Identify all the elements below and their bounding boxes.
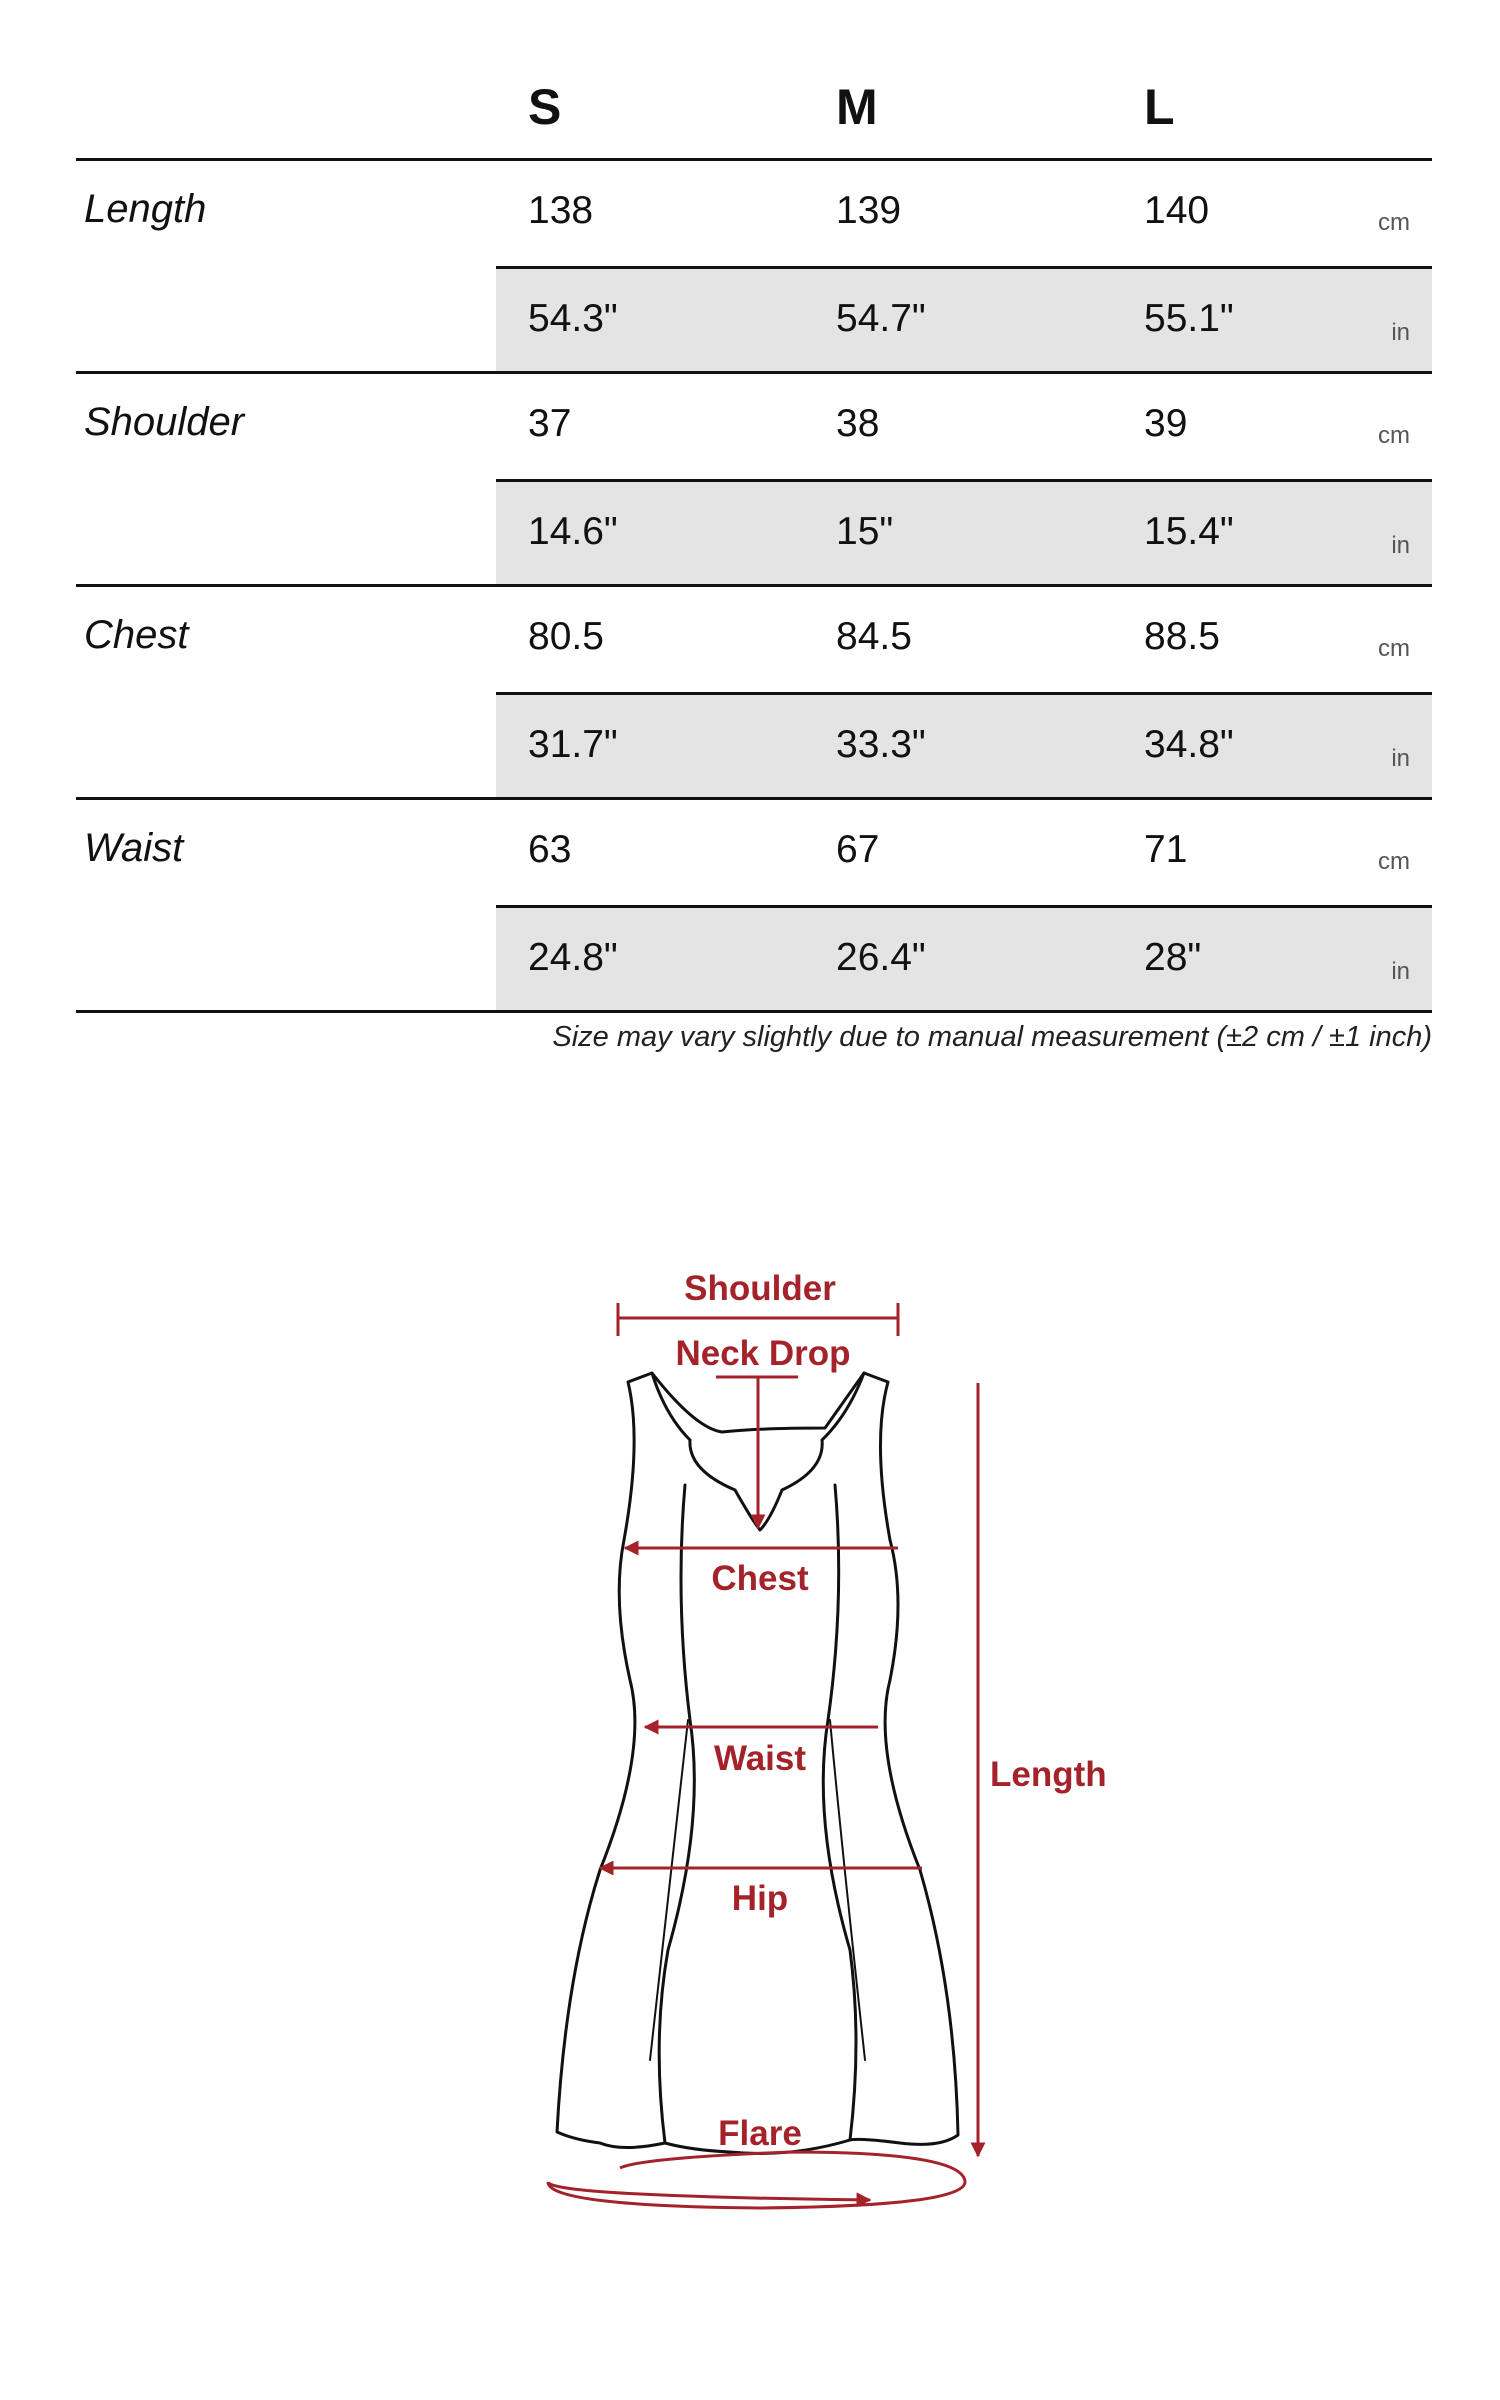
unit-in: in <box>1391 532 1410 559</box>
value-s: 138 <box>528 189 594 232</box>
label-length: Length <box>990 1755 1107 1794</box>
value-s: 37 <box>528 402 572 445</box>
label-waist: Waist <box>713 1739 807 1778</box>
value-l: 88.5 <box>1144 615 1220 658</box>
flare-ellipse <box>548 2152 965 2208</box>
value-l: 39 <box>1144 402 1188 445</box>
value-l: 34.8" <box>1144 723 1234 766</box>
unit-in: in <box>1391 958 1410 985</box>
value-m: 54.7" <box>836 297 926 340</box>
measure-label: Chest <box>84 613 189 657</box>
label-flare: Flare <box>718 2114 802 2153</box>
unit-in: in <box>1391 745 1410 772</box>
value-s: 14.6" <box>528 510 618 553</box>
value-m: 33.3" <box>836 723 926 766</box>
unit-cm: cm <box>1378 848 1410 875</box>
value-s: 24.8" <box>528 936 618 979</box>
value-s: 63 <box>528 828 572 871</box>
value-l: 71 <box>1144 828 1188 871</box>
measure-label: Length <box>84 187 207 231</box>
value-s: 31.7" <box>528 723 618 766</box>
value-m: 38 <box>836 402 880 445</box>
value-m: 67 <box>836 828 880 871</box>
measurement-note: Size may vary slightly due to manual measurement (±2 cm / ±1 inch) <box>552 1021 1432 1053</box>
label-hip: Hip <box>731 1879 789 1918</box>
neckline-outer <box>652 1373 690 1440</box>
value-s: 80.5 <box>528 615 604 658</box>
size-header-m: M <box>836 79 878 135</box>
measure-label: Shoulder <box>84 400 245 444</box>
unit-cm: cm <box>1378 422 1410 449</box>
measurement-labels <box>675 1269 1106 2153</box>
label-neck-drop: Neck Drop <box>675 1334 851 1373</box>
value-m: 15" <box>836 510 894 553</box>
unit-in: in <box>1391 319 1410 346</box>
value-l: 15.4" <box>1144 510 1234 553</box>
value-l: 140 <box>1144 189 1210 232</box>
value-s: 54.3" <box>528 297 618 340</box>
value-m: 139 <box>836 189 902 232</box>
unit-cm: cm <box>1378 209 1410 236</box>
value-m: 26.4" <box>836 936 926 979</box>
unit-cm: cm <box>1378 635 1410 662</box>
size-header-s: S <box>528 79 562 135</box>
measure-label: Waist <box>84 826 184 870</box>
value-l: 55.1" <box>1144 297 1234 340</box>
value-m: 84.5 <box>836 615 912 658</box>
label-shoulder: Shoulder <box>684 1269 836 1308</box>
label-chest: Chest <box>711 1559 809 1598</box>
value-l: 28" <box>1144 936 1202 979</box>
size-header-l: L <box>1144 79 1175 135</box>
